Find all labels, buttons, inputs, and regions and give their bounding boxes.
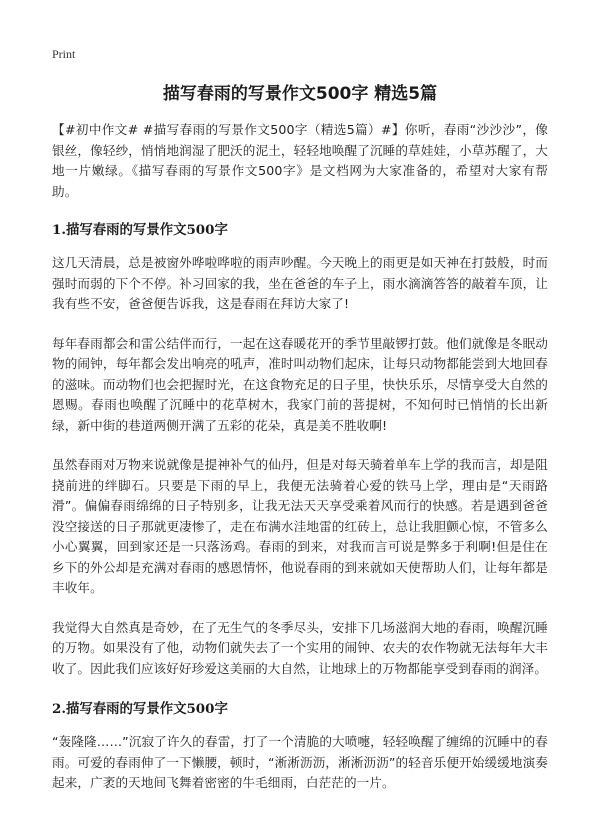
section-1: [52, 219, 548, 679]
article-body: [52, 120, 548, 813]
intro-paragraph: 【#初中作文# #描写春雨的写景作文500字（精选5篇）#】你听，春雨“沙沙沙”，像银丝，像轻纱，悄悄地润湿了肥沃的泥土，轻轻地唤醒了沉睡的草娃娃，小草苏醒了，大地一片嫩绿。《描写春雨的写景作文500字》是文档网为大家准备的，希望对大家有帮助。: [52, 122, 548, 199]
page-title: 描写春雨的写景作文500字 精选5篇: [162, 84, 438, 104]
print-link[interactable]: Print: [52, 47, 76, 61]
paragraph: 虽然春雨对万物来说就像是提神补气的仙丹，但是对每天骑着单车上学的我而言，却是阻挠前进的绊脚石。只要是下雨的早上，我便无法骑着心爱的铁马上学，理由是“天雨路滑”。偏偏春雨绵绵的日子特别多，让我无法天天享受乘着风而行的快感。若是遇到爸爸没空接送的日子那就更凄惨了，走在布满水洼地雷的红砖上，总让我胆颤心惊，不管多么小心翼翼，回到家还是一只落汤鸡。春雨的到来，对我而言可说是弊多于利啊!但是住在乡下的外公却是充满对春雨的感恩情怀，他说春雨的到来就如天使帮助人们，让每年都是丰收年。: [52, 457, 548, 595]
paragraph: 这几天清晨，总是被窗外哗啦哗啦的雨声吵醒。今天晚上的雨更是如天神在打鼓般，时而强时而弱的下个不停。补习回家的我，坐在爸爸的车子上，雨水滴滴答答的敲着车顶，让我有些不安，爸爸便告诉我，这是春雨在拜访大家了!: [52, 255, 548, 311]
section-heading: 2.描写春雨的写景作文500字: [52, 701, 228, 717]
paragraph: 我觉得大自然真是奇妙，在了无生气的冬季尽头，安排下几场滋润大地的春雨，唤醒沉睡的万物。如果没有了他，动物们就失去了一个实用的闹钟、农夫的农作物就无法每年大丰收了。因此我们应该好好珍爱这美丽的大自然，让地球上的万物都能享受到春雨的润泽。: [52, 619, 548, 676]
paragraph: “轰隆隆……”沉寂了许久的春雷，打了一个清脆的大喷嚏，轻轻唤醒了缠绵的沉睡中的春雨。可爱的春雨伸了一下懒腰，顿时，“淅淅沥沥，淅淅沥沥”的轻音乐便开始缓缓地演奏起来，广袤的天地间飞舞着密密的牛毛细雨，白茫茫的一片。: [52, 734, 548, 790]
paragraph: 每年春雨都会和雷公结伴而行，一起在这春暖花开的季节里敲锣打鼓。他们就像是冬眠动物的闹钟，每年都会发出响亮的吼声，准时叫动物们起床，让每只动物都能尝到大地回春的滋味。而动物们也会把握时光，在这食物充足的日子里，快快乐乐，尽情享受大自然的恩赐。春雨也唤醒了沉睡中的花草树木，我家门前的菩提树，不知何时已悄悄的长出新绿，新中街的巷道两侧开满了五彩的花朵，真是美不胜收啊!: [52, 335, 548, 433]
section-heading: 1.描写春雨的写景作文500字: [52, 222, 228, 238]
section-2: [52, 698, 548, 794]
